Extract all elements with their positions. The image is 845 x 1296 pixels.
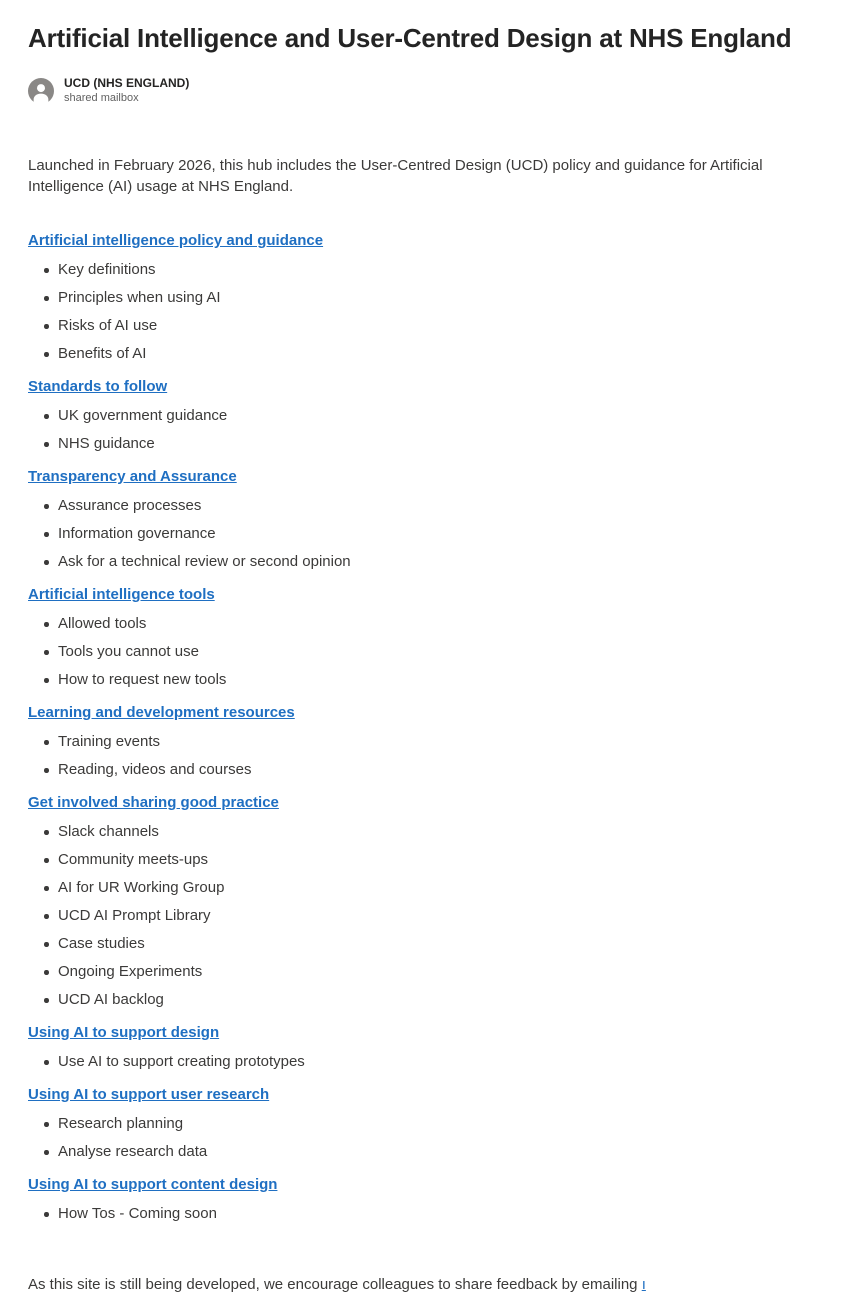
bullet-item: Reading, videos and courses [58,756,817,784]
bullet-item: Training events [58,728,817,756]
bullet-item: Case studies [58,930,817,958]
bullet-item: Analyse research data [58,1138,817,1166]
sections [28,227,817,1228]
bullet-item: UCD AI Prompt Library [58,902,817,930]
bullet-item: Allowed tools [58,610,817,638]
page-title: Artificial Intelligence and User-Centred Design at NHS England [28,23,792,53]
bullet-list [28,1048,817,1076]
section [28,1171,817,1228]
feedback-email-link[interactable]: ı [641,1276,646,1293]
author-subtitle: shared mailbox [64,92,139,104]
section-link[interactable]: Learning and development resources [28,704,295,721]
page [0,22,845,1296]
section-link[interactable]: Standards to follow [28,378,168,395]
bullet-item: How to request new tools [58,666,817,694]
section-link[interactable]: Using AI to support user research [28,1086,270,1103]
bullet-item: Risks of AI use [58,312,817,340]
bullet-list [28,1110,817,1166]
bullet-item: UK government guidance [58,402,817,430]
section [28,373,817,458]
bullet-item: Principles when using AI [58,284,817,312]
author-text-block [64,76,189,105]
bullet-item: Information governance [58,520,817,548]
bullet-list [28,728,817,784]
bullet-item: Tools you cannot use [58,638,817,666]
section [28,1081,817,1166]
bullet-item: Use AI to support creating prototypes [58,1048,817,1076]
section [28,699,817,784]
bullet-item: Assurance processes [58,492,817,520]
section [28,227,817,368]
section-link[interactable]: Using AI to support design [28,1024,220,1041]
bullet-list [28,492,817,576]
bullet-list [28,1200,817,1228]
bullet-item: Ongoing Experiments [58,958,817,986]
bullet-list [28,256,817,368]
bullet-list [28,402,817,458]
footer-text: As this site is still being developed, we encourage colleagues to share feedback by emailing [28,1276,642,1293]
bullet-item: NHS guidance [58,430,817,458]
section [28,1019,817,1076]
section-link[interactable]: Artificial intelligence tools [28,586,215,603]
section [28,789,817,1014]
section-link[interactable]: Transparency and Assurance [28,468,237,485]
bullet-item: Benefits of AI [58,340,817,368]
author-persona[interactable] [28,76,817,105]
bullet-item: AI for UR Working Group [58,874,817,902]
section-link[interactable]: Get involved sharing good practice [28,794,279,811]
bullet-item: Key definitions [58,256,817,284]
bullet-item: Ask for a technical review or second opinion [58,548,817,576]
author-name: UCD (NHS ENGLAND) [64,76,190,90]
intro-paragraph: Launched in February 2026, this hub includes the User-Centred Design (UCD) policy and guidance for Artificial Intelligence (AI) usage at NHS England. [28,157,763,195]
bullet-list [28,818,817,1014]
person-icon [28,78,54,104]
section-link[interactable]: Artificial intelligence policy and guidance [28,232,324,249]
section [28,581,817,694]
bullet-item: How Tos - Coming soon [58,1200,817,1228]
section-link[interactable]: Using AI to support content design [28,1176,278,1193]
bullet-item: Research planning [58,1110,817,1138]
bullet-item: Slack channels [58,818,817,846]
bullet-list [28,610,817,694]
bullet-item: UCD AI backlog [58,986,817,1014]
bullet-item: Community meets-ups [58,846,817,874]
footer-paragraph [28,1274,817,1295]
section [28,463,817,576]
